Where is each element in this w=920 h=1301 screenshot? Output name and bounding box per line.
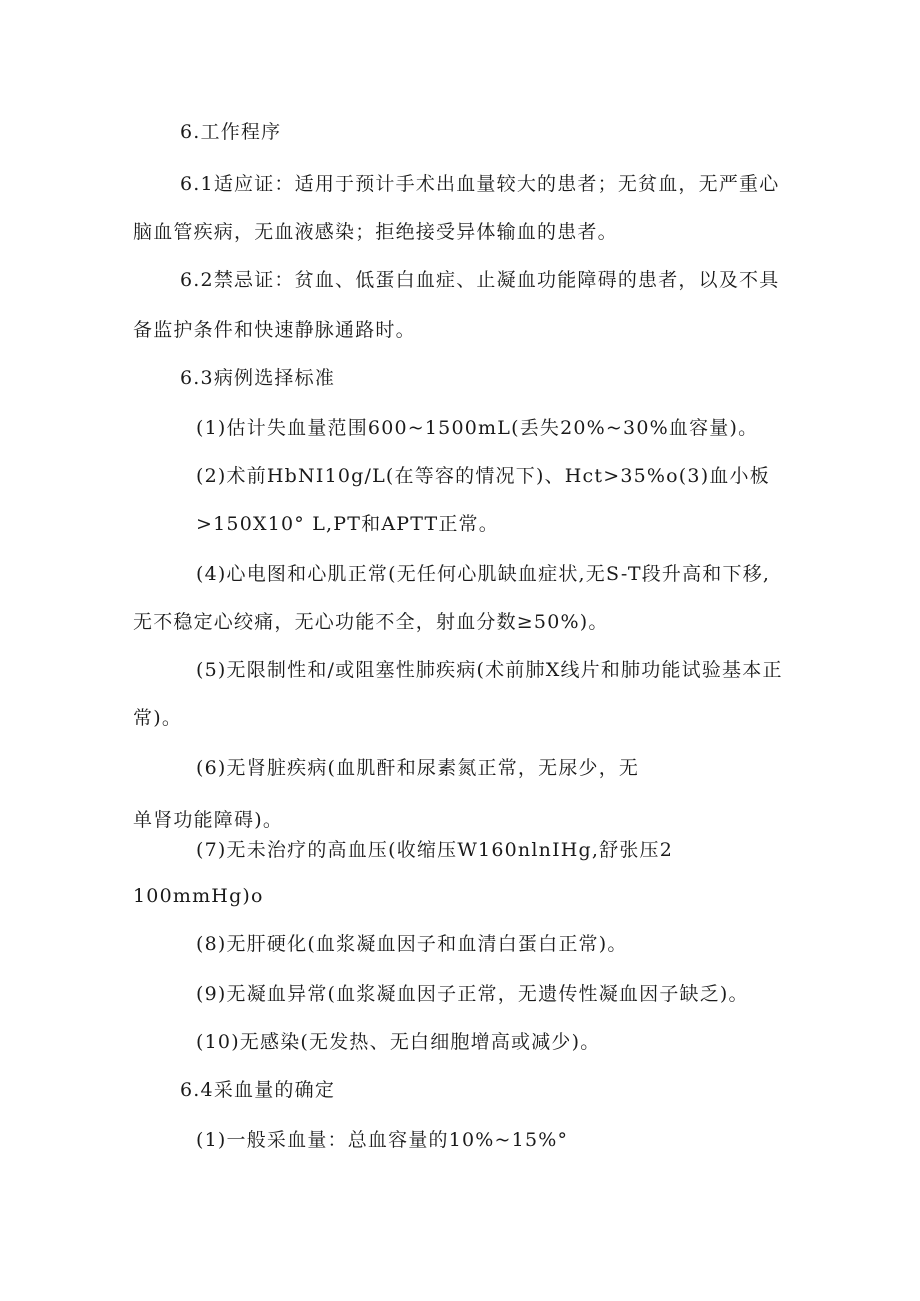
criteria-item-1: (1)估计失血量范围600~1500mL(丢失20%~30%血容量)。 bbox=[196, 417, 759, 439]
criteria-item-5-line-2: 常)。 bbox=[133, 707, 183, 729]
criteria-item-2-line-2: >150X10° L,PT和APTT正常。 bbox=[196, 513, 499, 535]
criteria-item-6-line-2: 单肾功能障碍)。 bbox=[133, 809, 284, 831]
criteria-item-2-line-1: (2)术前HbNI10g/L(在等容的情况下)、Hct>35%o(3)血小板 bbox=[196, 465, 770, 487]
criteria-item-7-line-1: (7)无未治疗的高血压(收缩压W160nlnIHg,舒张压2 bbox=[196, 839, 674, 861]
section-heading: 6.工作程序 bbox=[180, 121, 282, 143]
criteria-item-9: (9)无凝血异常(血浆凝血因子正常，无遗传性凝血因子缺乏)。 bbox=[196, 983, 749, 1005]
criteria-item-8: (8)无肝硬化(血浆凝血因子和血清白蛋白正常)。 bbox=[196, 933, 628, 955]
collection-volume-title: 6.4采血量的确定 bbox=[180, 1079, 336, 1101]
criteria-item-4-line-2: 无不稳定心绞痛，无心功能不全，射血分数≥50%)。 bbox=[133, 611, 609, 633]
criteria-item-10: (10)无感染(无发热、无白细胞增高或减少)。 bbox=[196, 1031, 601, 1053]
indications-line-2: 脑血管疾病，无血液感染；拒绝接受异体输血的患者。 bbox=[133, 221, 618, 243]
selection-criteria-title: 6.3病例选择标准 bbox=[180, 367, 336, 389]
criteria-item-7-line-2: 100mmHg)o bbox=[133, 885, 264, 907]
criteria-item-5-line-1: (5)无限制性和/或阻塞性肺疾病(术前肺X线片和肺功能试验基本正 bbox=[196, 659, 783, 681]
contraindications-line-1: 6.2禁忌证：贫血、低蛋白血症、止凝血功能障碍的患者，以及不具 bbox=[180, 269, 780, 291]
criteria-item-6-line-1: (6)无肾脏疾病(血肌酐和尿素氮正常，无尿少，无 bbox=[196, 757, 640, 779]
criteria-item-4-line-1: (4)心电图和心肌正常(无任何心肌缺血症状,无S-T段升高和下移, bbox=[196, 563, 771, 585]
contraindications-line-2: 备监护条件和快速静脉通路时。 bbox=[133, 319, 416, 341]
collection-volume-item-1: (1)一般采血量：总血容量的10%~15%° bbox=[196, 1129, 569, 1151]
indications-line-1: 6.1适应证：适用于预计手术出血量较大的患者；无贫血，无严重心 bbox=[180, 173, 780, 195]
